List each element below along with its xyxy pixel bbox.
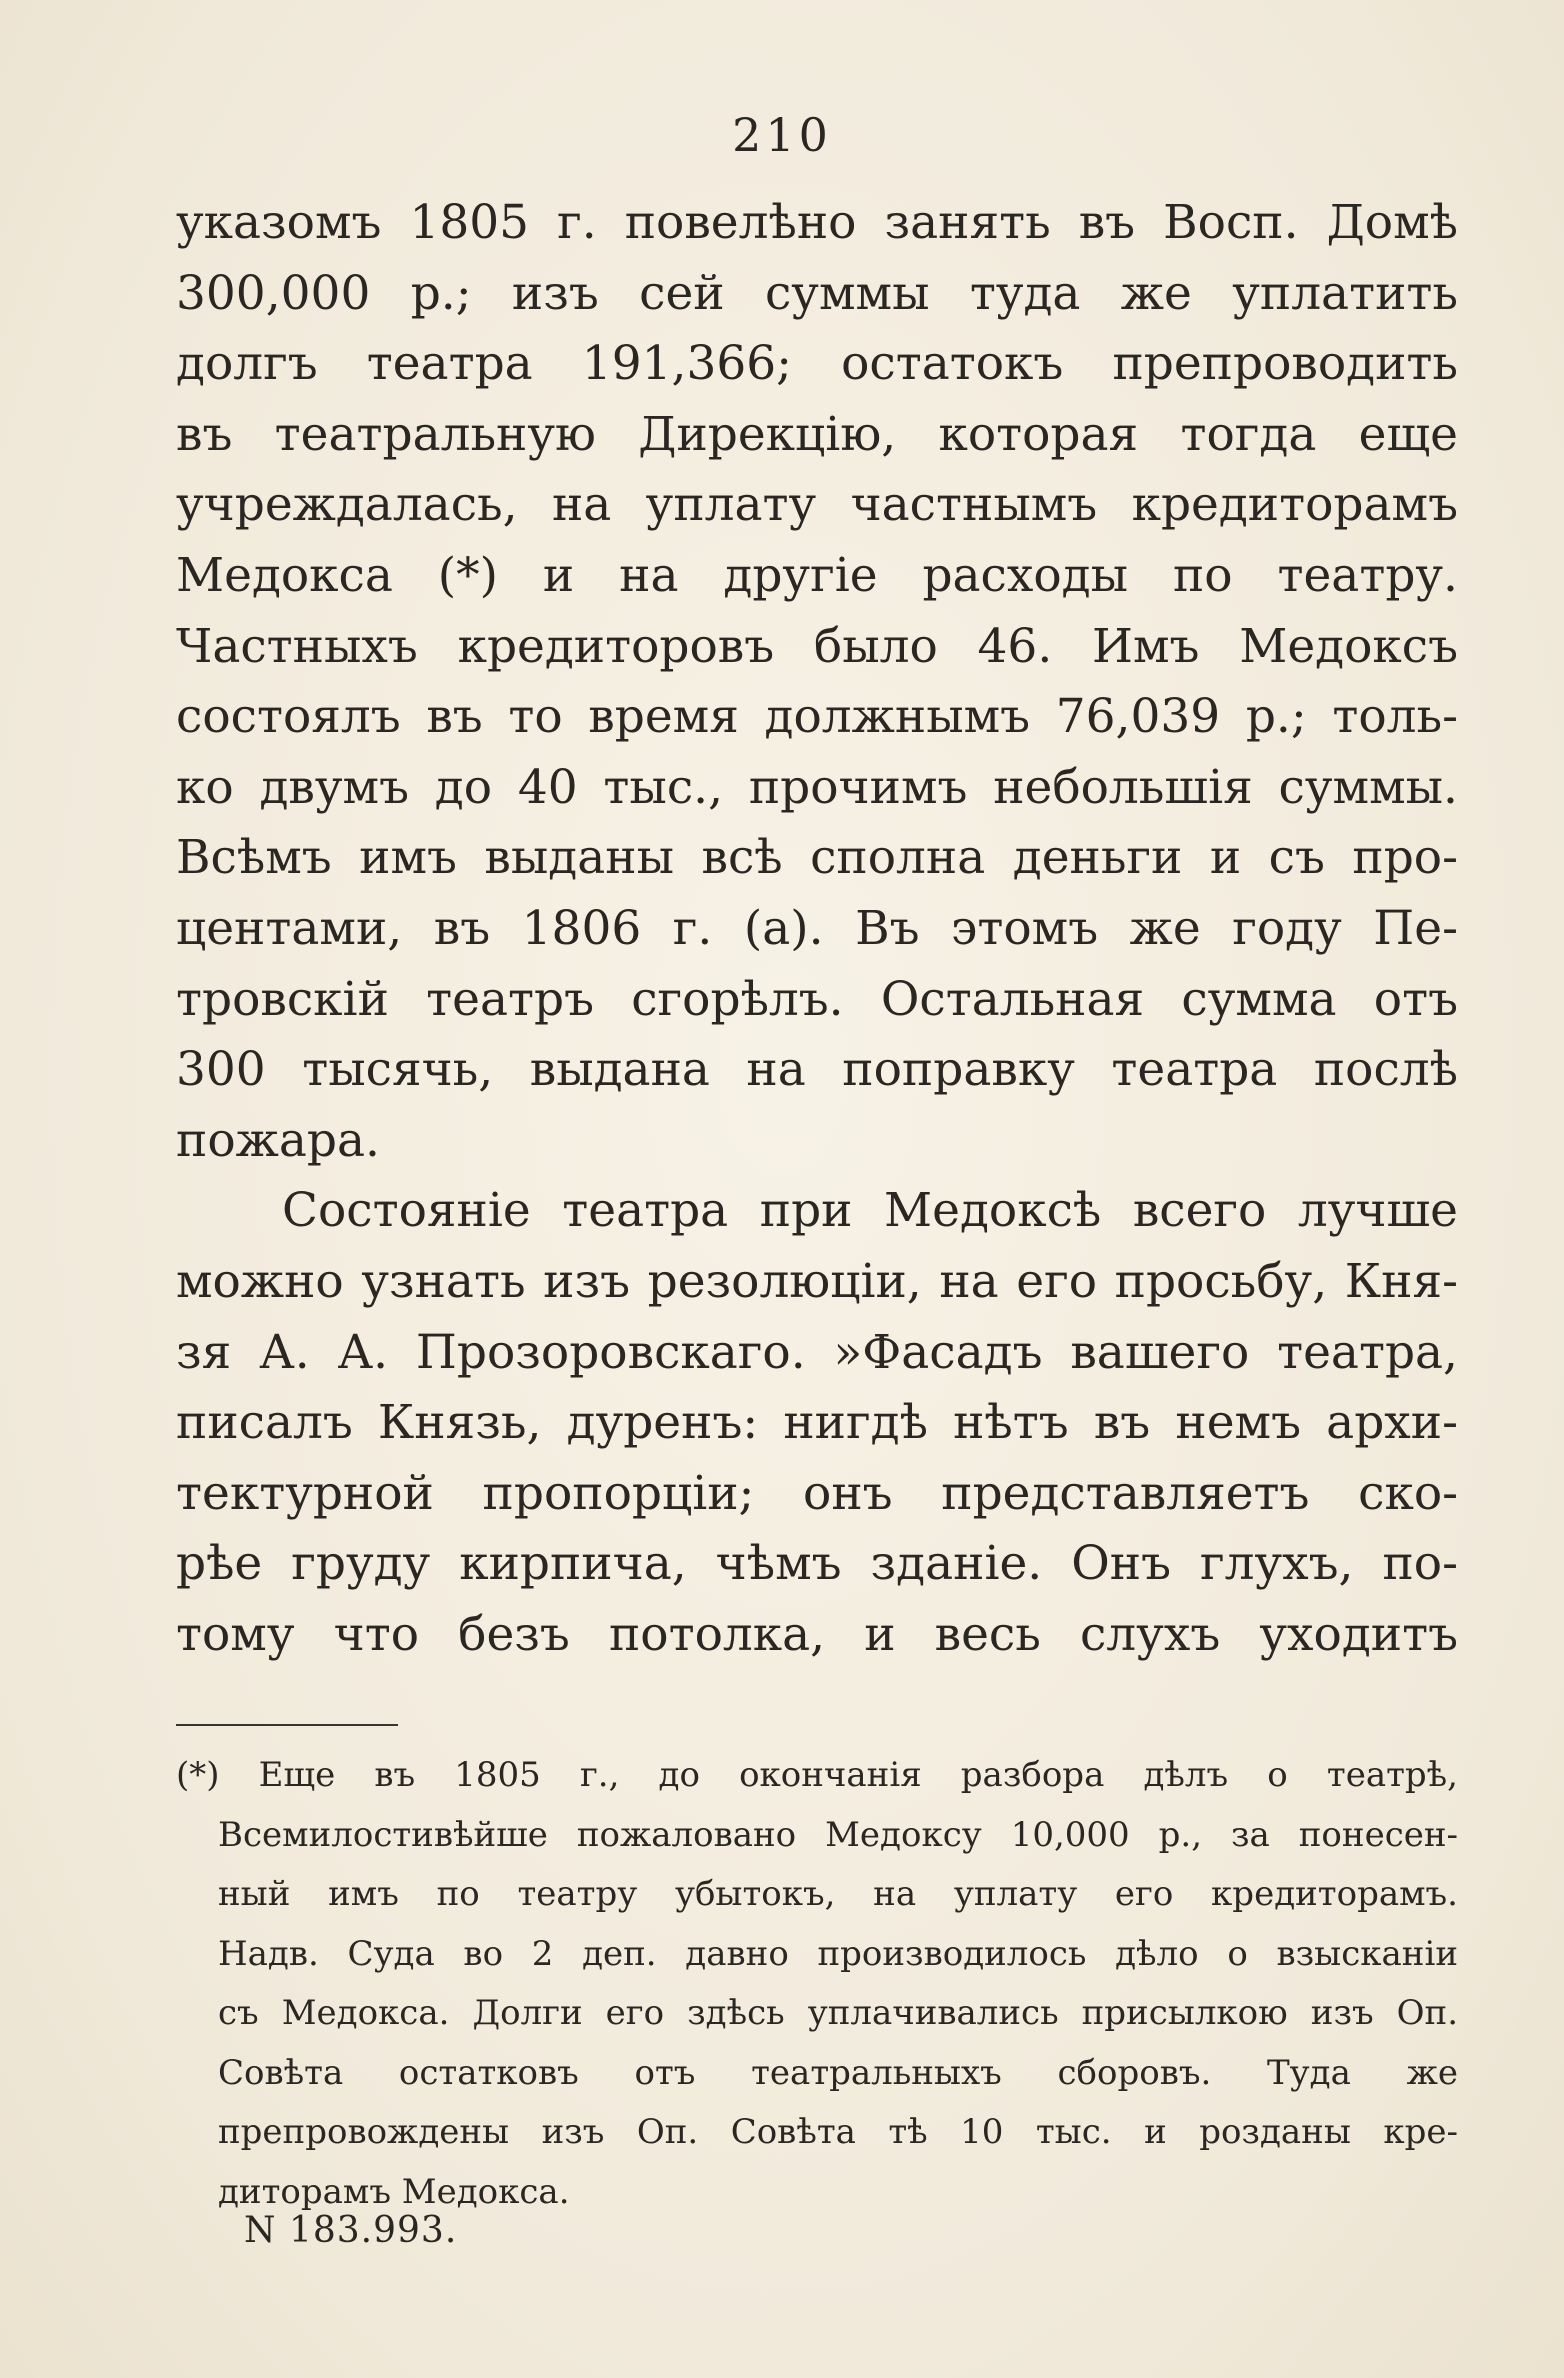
body-line: можно узнать изъ резолюціи, на его просьбу, Кня- [176,1253,1458,1309]
body-line: писалъ Князь, дуренъ: нигдѣ нѣтъ въ немъ архи- [176,1395,1458,1451]
footnote-line: Надв. Суда во 2 деп. давно производилось дѣло о взысканіи [218,1933,1458,1974]
body-text [176,188,1458,1670]
body-line: Медокса (*) и на другіе расходы по театру. [176,547,1458,603]
page-number: 210 [732,108,832,162]
body-line: учреждалась, на уплату частнымъ кредиторамъ [176,477,1458,533]
body-line: долгъ театра 191,366; остатокъ препроводить [176,336,1458,392]
footnote-line: ный имъ по театру убытокъ, на уплату его кредиторамъ. [218,1874,1458,1914]
body-line: Всѣмъ имъ выданы всѣ сполна деньги и съ про- [176,830,1458,886]
footnote-line: съ Медокса. Долги его здѣсь уплачивались присылкою изъ Оп. [218,1993,1458,2033]
body-line: 300 тысячь, выдана на поправку театра послѣ [176,1042,1458,1098]
body-line: ко двумъ до 40 тыс., прочимъ небольшія суммы. [176,759,1458,815]
signature-mark: N 183.993. [244,2210,458,2251]
body-line: Состояніе театра при Медоксѣ всего лучше [282,1183,1458,1239]
body-line: состоялъ въ то время должнымъ 76,039 р.; толь- [176,689,1458,745]
body-line: тектурной пропорціи; онъ представляетъ ско- [176,1465,1458,1521]
footnote-divider [176,1724,398,1726]
body-line: тому что безъ потолка, и весь слухъ уходитъ [176,1606,1458,1662]
body-line: 300,000 р.; изъ сей суммы туда же уплатить [176,265,1458,321]
body-line: Частныхъ кредиторовъ было 46. Имъ Медоксъ [176,618,1458,674]
body-line: въ театральную Дирекцію, которая тогда еще [176,406,1458,462]
footnote-line: Совѣта остатковъ отъ театральныхъ сборовъ. Туда же [218,2052,1458,2093]
body-line: тровскій театръ сгорѣлъ. Остальная сумма отъ [176,971,1458,1027]
footnote [176,1746,1458,2222]
body-line: указомъ 1805 г. повелѣно занять въ Восп. Домѣ [176,195,1458,250]
footnote-line: Всемилостивѣйше пожаловано Медоксу 10,000 р., за понесен- [218,1814,1458,1855]
body-line: рѣе груду кирпича, чѣмъ зданіе. Онъ глухъ, по- [176,1536,1458,1592]
footnote-line: (*) Еще въ 1805 г., до окончанія разбора дѣлъ о театрѣ, [176,1755,1458,1795]
footnote-line: препровождены изъ Оп. Совѣта тѣ 10 тыс. и розданы кре- [218,2112,1458,2152]
body-line: пожара. [176,1112,380,1168]
body-line: центами, въ 1806 г. (а). Въ этомъ же году Пе- [176,900,1458,956]
body-line: зя А. А. Прозоровскаго. »Фасадъ вашего театра, [176,1324,1458,1380]
footnote-line: диторамъ Медокса. [218,2171,570,2212]
